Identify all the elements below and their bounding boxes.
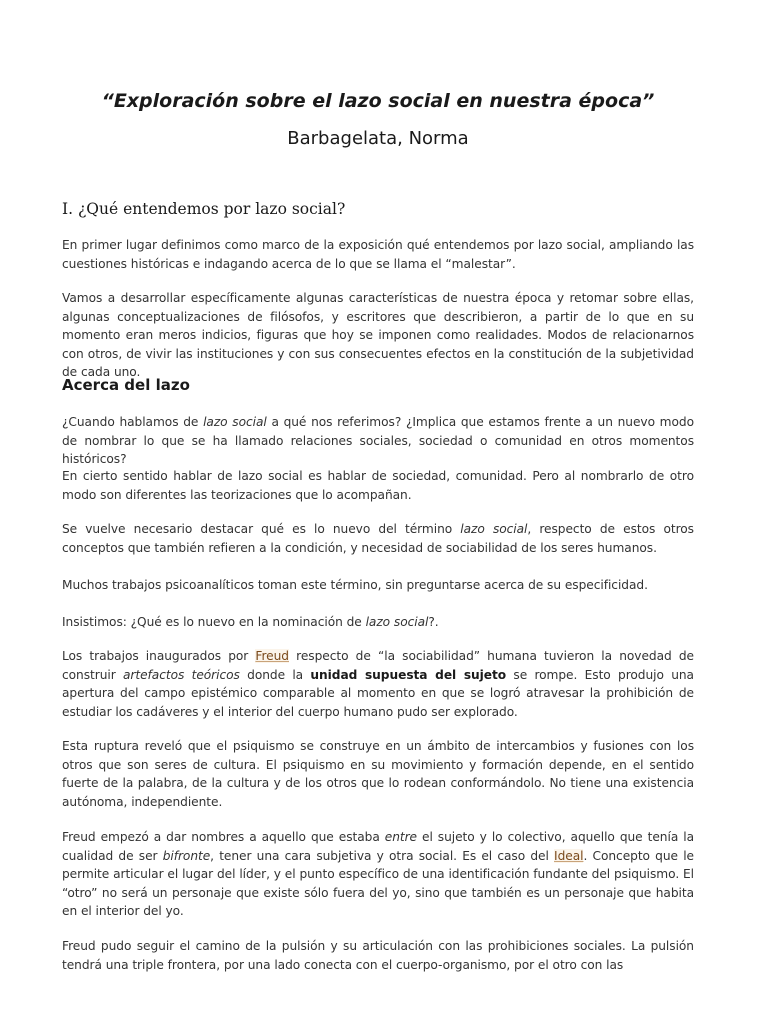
paragraph-1: En primer lugar definimos como marco de la exposición qué entendemos por lazo social, ampliando las cuestiones históricas e indagando acerca de lo que se llama el “malestar”.	[62, 238, 694, 271]
paragraph-10-text-e: , tener una cara subjetiva y otra social. Es el caso del	[210, 848, 555, 863]
paragraph-3-emphasis: lazo social	[203, 415, 267, 429]
paragraph-8-text-f: se rompe. Esto produjo una apertura del campo epistémico comparable al momento en que se logró atravesar la prohibición de estudiar los cadáveres y el interior del cuerpo humano pudo ser explorado.	[62, 667, 694, 719]
paragraph-7-text-a: Insistimos: ¿Qué es lo nuevo en la nominación de	[62, 615, 366, 629]
document-author: Barbagelata, Norma	[287, 128, 469, 149]
paragraph-5-text-a: Se vuelve necesario destacar qué es lo nuevo del término	[62, 522, 461, 536]
document-title: “Exploración sobre el lazo social en nuestra época”	[101, 90, 655, 112]
paragraph-9: Esta ruptura reveló que el psiquismo se construye en un ámbito de intercambios y fusiones con los otros que son seres de cultura. El psiquismo en su movimiento y formación depende, en el sentido fuerte de la palabra, de la cultura y de los otros que lo rodean conformándolo. No tiene una existencia autónoma, independiente.	[62, 739, 694, 809]
paragraph-3	[62, 413, 694, 469]
paragraph-10-emphasis-bifronte: bifronte	[162, 848, 211, 863]
paragraph-10-text-c: el sujeto y lo colectivo, aquello que tenía la cualidad de ser	[62, 830, 694, 863]
paragraph-6: Muchos trabajos psicoanalíticos toman este término, sin preguntarse acerca de su especificidad.	[62, 578, 648, 592]
paragraph-8-emphasis: artefactos teóricos	[123, 667, 240, 682]
paragraph-8-text-b: respecto de “la sociabilidad” humana tuvieron la novedad de construir	[62, 649, 694, 682]
paragraph-7-emphasis: lazo social	[365, 615, 429, 629]
paragraph-8	[62, 647, 694, 721]
paragraph-8-text-a: Los trabajos inaugurados por	[62, 649, 256, 663]
subheading-acerca-del-lazo: Acerca del lazo	[62, 376, 190, 394]
paragraph-5	[62, 520, 694, 557]
paragraph-7-text-c: ?.	[428, 615, 439, 629]
paragraph-8-bold: unidad supuesta del sujeto	[310, 667, 507, 682]
paragraph-10-emphasis-entre: entre	[384, 830, 418, 844]
paragraph-8-text-d: donde la	[239, 667, 311, 682]
paragraph-10-text-f: . Concepto que le permite articular el lugar del líder, y el punto específico de una identificación fundante del psiquismo. El “otro” no será un personaje que existe sólo fuera del yo, sino que también es un personaje que habita en el interior del yo.	[62, 848, 694, 918]
paragraph-7	[62, 613, 694, 632]
paragraph-11: Freud pudo seguir el camino de la pulsión y su articulación con las prohibiciones sociales. La pulsión tendrá una triple frontera, por una lado conecta con el cuerpo-organismo, por el otro con las	[62, 939, 694, 972]
paragraph-5-text-c: , respecto de estos otros conceptos que también refieren a la condición, y necesidad de sociabilidad de los seres humanos.	[62, 522, 694, 555]
paragraph-3-text-a: ¿Cuando hablamos de	[62, 415, 204, 429]
paragraph-10-text-a: Freud empezó a dar nombres a aquello que estaba	[62, 830, 385, 844]
section-heading: I. ¿Qué entendemos por lazo social?	[62, 200, 346, 218]
paragraph-2: Vamos a desarrollar específicamente algunas características de nuestra época y retomar sobre ellas, algunas conceptualizaciones de filósofos, y escritores que describieron, a partir de lo que en su momento eran meros indicios, figuras que hoy se imponen como realidades. Modos de relacionarnos con otros, de vivir las instituciones y con sus consecuentes efectos en la constitución de la subjetividad de cada uno.	[62, 291, 694, 379]
paragraph-10	[62, 828, 694, 921]
ideal-link[interactable]: Ideal	[554, 848, 584, 863]
freud-link[interactable]: Freud	[255, 649, 289, 663]
paragraph-4: En cierto sentido hablar de lazo social es hablar de sociedad, comunidad. Pero al nombrarlo de otro modo son diferentes las teorizaciones que lo acompañan.	[62, 469, 694, 502]
paragraph-5-emphasis: lazo social	[460, 522, 528, 536]
paragraph-3-text-c: a qué nos referimos? ¿Implica que estamos frente a un nuevo modo de nombrar lo que se ha llamado relaciones sociales, sociedad o comunidad en otros momentos históricos?	[62, 415, 695, 466]
